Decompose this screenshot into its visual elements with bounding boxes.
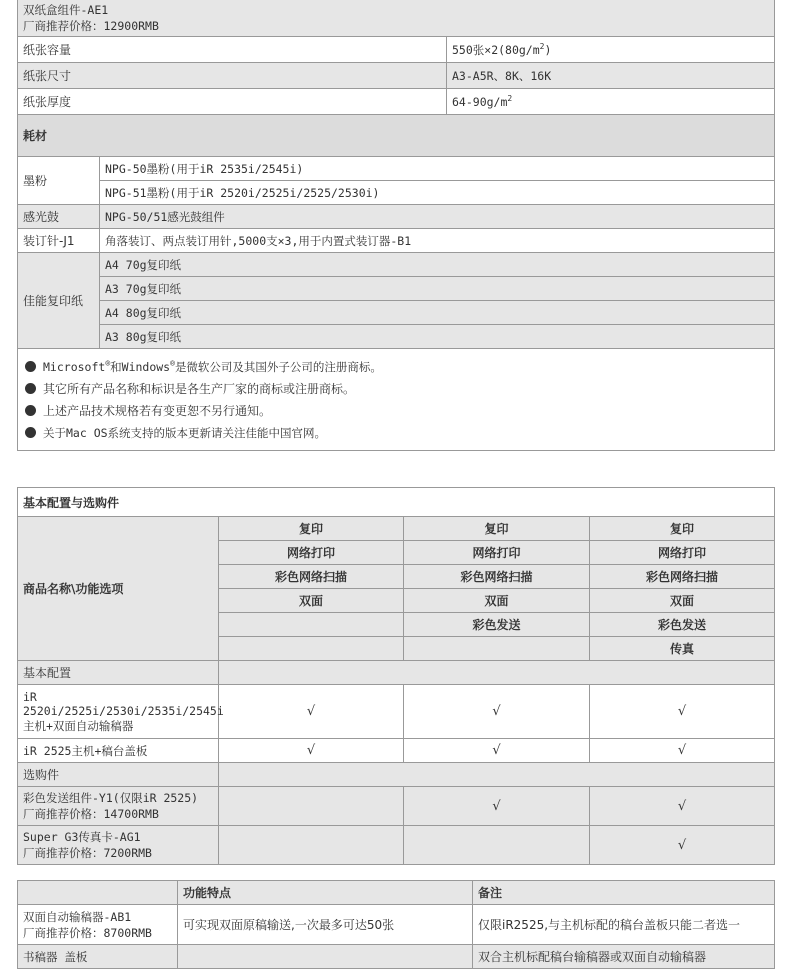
func-empty [219, 637, 404, 661]
func-fax: 传真 [590, 637, 775, 661]
paper-label: 佳能复印纸 [18, 253, 100, 349]
paper-item: A4 80g复印纸 [100, 301, 775, 325]
func-copy: 复印 [590, 517, 775, 541]
feature-row-name: 双面自动输稿器-AB1 厂商推荐价格：8700RMB [18, 905, 178, 945]
check-icon: √ [219, 685, 404, 739]
func-send: 彩色发送 [590, 613, 775, 637]
optional-row-name: Super G3传真卡-AG1 厂商推荐价格：7200RMB [18, 826, 219, 865]
spec-value: A3-A5R、8K、16K [447, 63, 775, 89]
check-icon: √ [219, 739, 404, 763]
note-text: 其它所有产品名称和标识是各生产厂家的商标或注册商标。 [43, 382, 356, 396]
col-note: 备注 [473, 881, 775, 905]
func-scan: 彩色网络扫描 [590, 565, 775, 589]
check-icon: √ [590, 685, 775, 739]
func-duplex: 双面 [219, 589, 404, 613]
basic-label: 基本配置 [18, 661, 219, 685]
toner-item: NPG-50墨粉(用于iR 2535i/2545i) [100, 157, 775, 181]
drum-value: NPG-50/51感光鼓组件 [100, 205, 775, 229]
top-item-price: 厂商推荐价格：12900RMB [23, 19, 159, 33]
basic-row-name: iR 2525主机+稿台盖板 [18, 739, 219, 763]
check-cell [404, 826, 590, 865]
drum-label: 感光鼓 [18, 205, 100, 229]
config-table [17, 487, 775, 865]
feature-text [178, 945, 473, 969]
check-icon: √ [404, 739, 590, 763]
col-feature: 功能特点 [178, 881, 473, 905]
func-copy: 复印 [219, 517, 404, 541]
consumables-heading: 耗材 [18, 115, 775, 157]
func-empty [219, 613, 404, 637]
toner-label: 墨粉 [18, 157, 100, 205]
feature-note: 双合主机标配稿台输稿器或双面自动输稿器 [473, 945, 775, 969]
top-item-name: 双纸盒组件-AE1 [23, 3, 109, 17]
func-scan: 彩色网络扫描 [404, 565, 590, 589]
note-item [23, 400, 769, 422]
bullet-icon [25, 405, 36, 416]
note-text: 关于Mac OS系统支持的版本更新请关注佳能中国官网。 [43, 425, 327, 440]
note-item [23, 356, 769, 378]
func-print: 网络打印 [219, 541, 404, 565]
note-text: Microsoft®和Windows®是微软公司及其国外子公司的注册商标。 [43, 358, 382, 374]
spec-value: 550张$\times 2(80g/m^2)$ [447, 37, 775, 63]
check-icon: √ [590, 739, 775, 763]
func-print: 网络打印 [590, 541, 775, 565]
paper-item: A3 70g复印纸 [100, 277, 775, 301]
features-table [17, 880, 775, 969]
func-empty [404, 637, 590, 661]
note-item [23, 422, 769, 444]
spec-value: $64-90g/m^2$ [447, 89, 775, 115]
check-cell [219, 826, 404, 865]
paper-item: A3 80g复印纸 [100, 325, 775, 349]
spec-label: 纸张容量 [18, 37, 447, 63]
note-item [23, 378, 769, 400]
notes-cell [18, 349, 775, 451]
func-duplex: 双面 [404, 589, 590, 613]
spec-label: 纸张尺寸 [18, 63, 447, 89]
optional-row-name: 彩色发送组件-Y1(仅限iR 2525) 厂商推荐价格：14700RMB [18, 787, 219, 826]
check-icon: √ [404, 685, 590, 739]
feature-row-name: 书稿器 盖板 [18, 945, 178, 969]
staple-label: 装订针-J1 [18, 229, 100, 253]
func-copy: 复印 [404, 517, 590, 541]
func-print: 网络打印 [404, 541, 590, 565]
bullet-icon [25, 383, 36, 394]
features-corner [18, 881, 178, 905]
check-cell [219, 787, 404, 826]
bullet-icon [25, 427, 36, 438]
basic-row-name: iR 2520i/2525i/2530i/2535i/2545i 主机+双面自动输稿器 [18, 685, 219, 739]
func-duplex: 双面 [590, 589, 775, 613]
optional-label: 选购件 [18, 763, 219, 787]
check-icon: √ [404, 787, 590, 826]
feature-text: 可实现双面原稿输送,一次最多可达50张 [178, 905, 473, 945]
top-item-cell [18, 0, 775, 37]
feature-note: 仅限iR2525,与主机标配的稿台盖板只能二者选一 [473, 905, 775, 945]
section-filler [219, 763, 775, 787]
func-scan: 彩色网络扫描 [219, 565, 404, 589]
paper-item: A4 70g复印纸 [100, 253, 775, 277]
section-filler [219, 661, 775, 685]
check-icon: √ [590, 787, 775, 826]
spec-table [17, 0, 775, 451]
bullet-icon [25, 361, 36, 372]
config-title: 基本配置与选购件 [18, 488, 775, 517]
toner-item: NPG-51墨粉(用于iR 2520i/2525i/2525/2530i) [100, 181, 775, 205]
note-text: 上述产品技术规格若有变更恕不另行通知。 [43, 404, 272, 418]
staple-value: 角落装订、两点装订用针,5000支×3,用于内置式装订器-B1 [100, 229, 775, 253]
spec-label: 纸张厚度 [18, 89, 447, 115]
func-send: 彩色发送 [404, 613, 590, 637]
config-corner: 商品名称\功能选项 [18, 517, 219, 661]
check-icon: √ [590, 826, 775, 865]
